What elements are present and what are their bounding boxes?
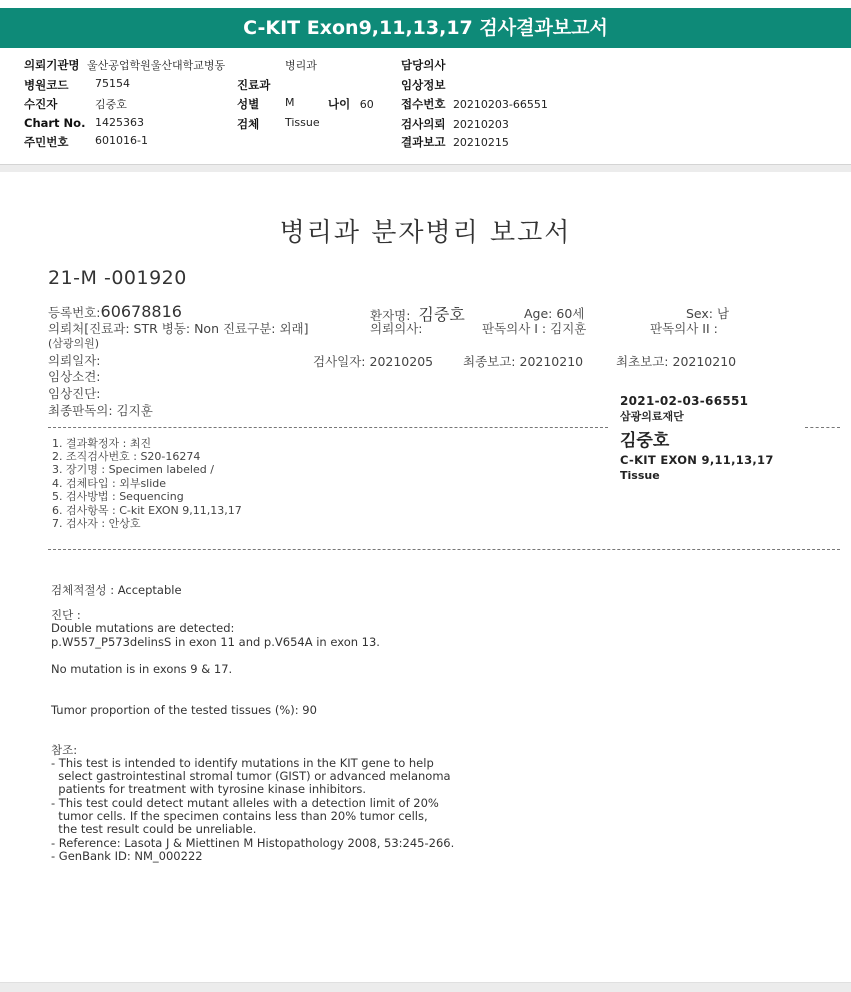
reference-line: select gastrointestinal stromal tumor (GIST) or advanced melanoma bbox=[51, 769, 451, 783]
specimen-adequacy: 검체적절성 : Acceptable bbox=[51, 583, 182, 597]
label-patient-name: 김중호 bbox=[620, 431, 670, 451]
doctor-label: 담당의사 bbox=[401, 58, 446, 72]
report-heading: 병리과 분자병리 보고서 bbox=[279, 218, 572, 248]
receipt-value: 20210203-66551 bbox=[452, 98, 548, 111]
referrer-info: 의뢰처[진료과: STR 병동: Non 진료구분: 외래] bbox=[48, 321, 309, 336]
report-age: Age: 60세 bbox=[524, 306, 585, 321]
age-label: 나이 bbox=[328, 97, 351, 111]
reference-label: 참조: bbox=[51, 743, 78, 757]
diagnosis-label: 진단 : bbox=[51, 608, 81, 622]
dashed-divider bbox=[48, 427, 608, 428]
reader-two: 판독의사 II : bbox=[650, 321, 718, 336]
diagnosis-line: p.W557_P573delinsS in exon 11 and p.V654A in exon 13. bbox=[51, 635, 380, 649]
age-value: 60 bbox=[359, 98, 374, 111]
bottom-band bbox=[0, 982, 851, 992]
final-report-date: 최종보고: 20210210 bbox=[463, 354, 584, 369]
report-number: 21-M -001920 bbox=[48, 267, 187, 289]
receipt-field bbox=[401, 96, 548, 112]
list-item: 1. 결과확정자 : 최진 bbox=[52, 437, 152, 450]
pathology-report bbox=[0, 172, 851, 982]
tumor-proportion: Tumor proportion of the tested tissues (%): 90 bbox=[51, 703, 317, 717]
no-mutation-statement: No mutation is in exons 9 & 17. bbox=[51, 662, 233, 676]
specimen-label: 검체 bbox=[237, 117, 260, 131]
chart-label: Chart No. bbox=[24, 116, 86, 130]
dashed-divider bbox=[48, 549, 840, 550]
exam-date: 검사일자: 20210205 bbox=[313, 354, 434, 369]
list-item: 3. 장기명 : Specimen labeled / bbox=[52, 463, 214, 476]
sex-label: 성별 bbox=[237, 97, 260, 111]
list-item: 7. 검사자 : 안상호 bbox=[52, 517, 141, 530]
list-item: 2. 조직검사번호 : S20-16274 bbox=[52, 450, 201, 463]
specimen-label-sticker bbox=[620, 394, 774, 482]
hospital-label: 의뢰기관명 bbox=[24, 58, 80, 72]
report-patient-value: 김중호 bbox=[418, 305, 465, 324]
hospital-value: 울산공업학원울산대학교병동 bbox=[87, 59, 226, 72]
patient-field bbox=[24, 96, 127, 112]
diagnosis-line: Double mutations are detected: bbox=[51, 621, 235, 635]
receipt-label: 접수번호 bbox=[401, 97, 446, 111]
reference-line: patients for treatment with tyrosine kinase inhibitors. bbox=[51, 782, 367, 796]
result-field bbox=[401, 134, 509, 150]
clinical-label: 임상정보 bbox=[401, 78, 446, 92]
header-info-panel bbox=[0, 48, 851, 164]
dept-field bbox=[237, 77, 270, 93]
resident-field bbox=[24, 134, 148, 150]
code-label: 병원코드 bbox=[24, 78, 69, 92]
registration-value: 60678816 bbox=[100, 302, 182, 321]
ward-field bbox=[285, 57, 317, 73]
doctor-field bbox=[401, 57, 445, 73]
reference-line: the test result could be unreliable. bbox=[51, 822, 257, 836]
result-value: 20210215 bbox=[452, 136, 509, 149]
reference-line: - GenBank ID: NM_000222 bbox=[51, 849, 203, 863]
list-item: 6. 검사항목 : C-kit EXON 9,11,13,17 bbox=[52, 504, 242, 517]
patient-value: 김중호 bbox=[95, 98, 127, 111]
registration-label: 등록번호: bbox=[48, 305, 101, 320]
result-label: 결과보고 bbox=[401, 135, 446, 149]
section-divider bbox=[0, 164, 851, 172]
request-date-label: 의뢰일자: bbox=[48, 353, 101, 368]
reference-line: - This test could detect mutant alleles with a detection limit of 20% bbox=[51, 796, 439, 810]
label-institution: 삼광의료재단 bbox=[620, 410, 684, 423]
dept-label: 진료과 bbox=[237, 78, 271, 92]
label-specimen-type: Tissue bbox=[620, 469, 660, 482]
reference-line: - Reference: Lasota J & Miettinen M Histopathology 2008, 53:245-266. bbox=[51, 836, 455, 850]
sex-value: M bbox=[285, 96, 295, 109]
chart-field bbox=[24, 116, 144, 130]
clinical-diagnosis: 임상진단: bbox=[48, 386, 101, 401]
list-item: 4. 검체타입 : 외부slide bbox=[52, 477, 167, 490]
clinical-findings: 임상소견: bbox=[48, 369, 101, 384]
label-test-name: C-KIT EXON 9,11,13,17 bbox=[620, 453, 774, 467]
clinical-field bbox=[401, 77, 445, 93]
reference-line: tumor cells. If the specimen contains less than 20% tumor cells, bbox=[51, 809, 428, 823]
request-value: 20210203 bbox=[452, 118, 509, 131]
request-label: 검사의뢰 bbox=[401, 117, 446, 131]
reference-line: - This test is intended to identify mutations in the KIT gene to help bbox=[51, 756, 434, 770]
report-sex: Sex: 남 bbox=[686, 306, 730, 321]
report-patient-label: 환자명: bbox=[370, 308, 411, 323]
specimen-field bbox=[237, 116, 320, 132]
chart-value: 1425363 bbox=[95, 116, 144, 129]
resident-label: 주민번호 bbox=[24, 135, 69, 149]
request-field bbox=[401, 116, 509, 132]
report-title-bar bbox=[0, 8, 851, 48]
first-report-date: 최초보고: 20210210 bbox=[616, 354, 737, 369]
hospital-note: (삼광의원) bbox=[48, 337, 100, 350]
reader-one: 판독의사 I : 김지훈 bbox=[482, 321, 587, 336]
referring-doctor: 의뢰의사: bbox=[370, 321, 423, 336]
code-value: 75154 bbox=[95, 77, 130, 90]
resident-value: 601016-1 bbox=[95, 134, 148, 147]
hospital-field bbox=[24, 57, 225, 73]
sex-field bbox=[237, 96, 295, 112]
code-field bbox=[24, 77, 130, 93]
final-reader: 최종판독의: 김지훈 bbox=[48, 403, 153, 418]
specimen-value: Tissue bbox=[285, 116, 320, 129]
ward-value: 병리과 bbox=[285, 59, 317, 72]
page-title: C-KIT Exon9,11,13,17 검사결과보고서 bbox=[243, 17, 608, 39]
list-item: 5. 검사방법 : Sequencing bbox=[52, 490, 184, 503]
patient-label: 수진자 bbox=[24, 97, 58, 111]
age-field bbox=[328, 96, 374, 112]
label-receipt-no: 2021-02-03-66551 bbox=[620, 394, 749, 408]
dashed-divider bbox=[805, 427, 840, 428]
